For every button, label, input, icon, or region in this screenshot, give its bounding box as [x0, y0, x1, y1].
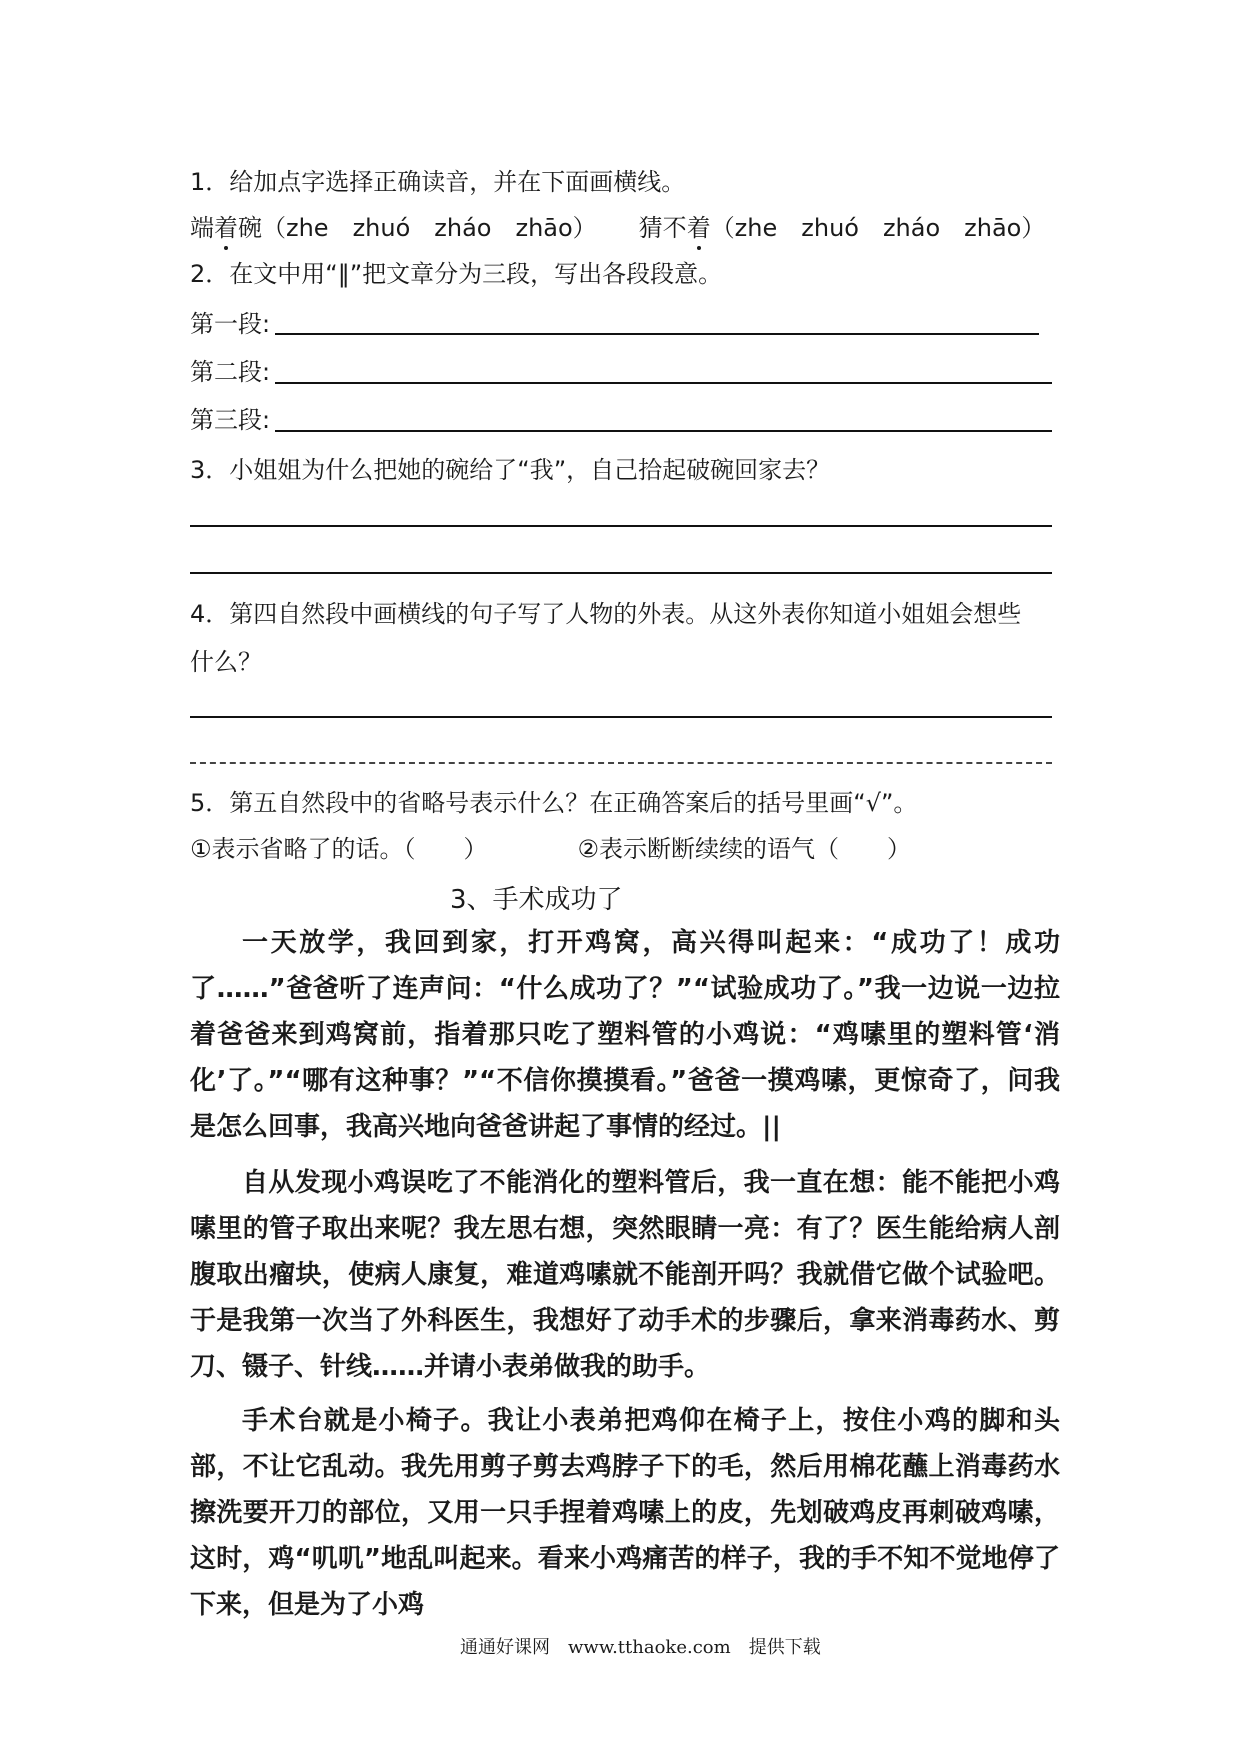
page-footer: 通通好课网 www.tthaoke.com 提供下载 — [460, 1637, 821, 1658]
segment-1-label: 第一段: — [190, 310, 271, 338]
article-paragraph-2: 自从发现小鸡误吃了不能消化的塑料管后，我一直在想：能不能把小鸡嗉里的管子取出来呢？我左思右想，突然眼睛一亮：有了？医生能给病人剖腹取出瘤块，使病人康复，难道鸡嗉就不能剖开吗？我就借它做个试验吧。于是我第一次当了外科医生，我想好了动手术的步骤后，拿来消毒药水、剪刀、镊子、针线……并请小表弟做我的助手。 — [190, 1168, 1060, 1382]
question-4-line-2: 什么？ — [190, 648, 262, 676]
segment-2-label: 第二段: — [190, 358, 271, 386]
q1-item1-word: 端着碗 — [190, 214, 262, 242]
q3-answer-line-2[interactable] — [190, 572, 1052, 574]
segment-3-label: 第三段: — [190, 406, 271, 434]
question-2: 2．在文中用“‖”把文章分为三段，写出各段段意。 — [190, 260, 723, 288]
segment-1-answer-line[interactable] — [275, 333, 1039, 335]
q4-answer-line-2[interactable] — [190, 762, 1052, 764]
question-1-items — [190, 212, 1045, 244]
article-paragraph-1: 一天放学，我回到家，打开鸡窝，高兴得叫起来：“成功了！成功了……”爸爸听了连声问：“什么成功了？”“试验成功了。”我一边说一边拉着爸爸来到鸡窝前，指着那只吃了塑料管的小鸡说：“鸡嗉里的塑料管‘消化’了。”“哪有这种事？”“不信你摸摸看。”爸爸一摸鸡嗉，更惊奇了，问我是怎么回事，我高兴地向爸爸讲起了事情的经过。|| — [190, 928, 1060, 1142]
question-1: 1．给加点字选择正确读音，并在下面画横线。 — [190, 168, 686, 196]
segment-2-answer-line[interactable] — [275, 382, 1052, 384]
article-paragraph-3: 手术台就是小椅子。我让小表弟把鸡仰在椅子上，按住小鸡的脚和头部，不让它乱动。我先用剪子剪去鸡脖子下的毛，然后用棉花蘸上消毒药水擦洗要开刀的部位，又用一只手捏着鸡嗉上的皮，先划破鸡皮再刺破鸡嗉，这时，鸡“叽叽”地乱叫起来。看来小鸡痛苦的样子，我的手不知不觉地停了下来，但是为了小鸡 — [190, 1406, 1060, 1620]
q5-option-2[interactable]: ②表示断断续续的语气（ ） — [577, 835, 912, 863]
question-3: 3．小姐姐为什么把她的碗给了“我”，自己拾起破碗回家去？ — [190, 456, 831, 484]
q1-item2-options: （zhe zhuó zháo zhāo） — [710, 214, 1046, 242]
q5-options — [190, 833, 911, 865]
q4-answer-line-1[interactable] — [190, 716, 1052, 718]
segment-3-answer-line[interactable] — [275, 430, 1052, 432]
q1-item1-options: （zhe zhuó zháo zhāo） — [262, 214, 597, 242]
q1-item2-word: 猜不着 — [638, 214, 711, 242]
article-title: 3、手术成功了 — [450, 885, 623, 915]
emphasis-dot-char: 着 — [214, 214, 238, 242]
q3-answer-line-1[interactable] — [190, 525, 1052, 527]
emphasis-dot-char: 着 — [686, 214, 711, 242]
question-4-line-1: 4．第四自然段中画横线的句子写了人物的外表。从这外表你知道小姐姐会想些 — [190, 600, 1022, 628]
question-5: 5．第五自然段中的省略号表示什么？在正确答案后的括号里画“√”。 — [190, 789, 918, 817]
q5-option-1[interactable]: ①表示省略了的话。（ ） — [190, 835, 488, 863]
